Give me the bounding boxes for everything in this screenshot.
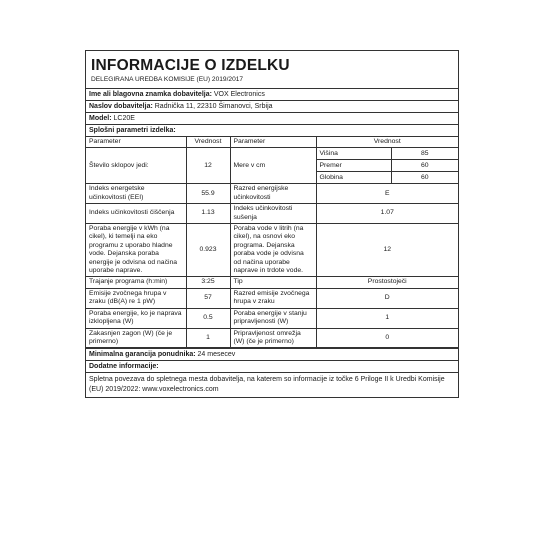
param-label: Zakasnjen zagon (W) (če je primerno) xyxy=(86,328,186,348)
param-label: Pripravljenost omrežja (W) (če je primerno) xyxy=(230,328,316,348)
param-label: Poraba energije, ko je naprava izklopljena (W) xyxy=(86,308,186,328)
dimensions-table xyxy=(317,148,459,183)
param-value: 1.07 xyxy=(316,204,458,224)
param-label: Poraba energije v kWh (na cikel), ki temelji na eko programu z uporabo hladne vode. Dejanska poraba energije je odvisna od načina uporabe naprave. xyxy=(86,224,186,277)
supplier-trademark-row xyxy=(86,89,458,101)
param-row-power-modes xyxy=(86,308,458,328)
param-value: 0.923 xyxy=(186,224,230,277)
param-value: 0 xyxy=(316,328,458,348)
params-section-row xyxy=(86,125,458,137)
param-value: 3:25 xyxy=(186,277,230,288)
param-row-noise xyxy=(86,288,458,308)
trademark-value: VOX Electronics xyxy=(213,91,265,98)
dimension-row xyxy=(317,160,459,172)
param-row-cleaning-drying xyxy=(86,204,458,224)
warranty-value: 24 mesecev xyxy=(197,351,236,359)
param-label: Indeks energetske učinkovitosti (EEI) xyxy=(86,184,186,204)
sheet-header xyxy=(86,51,458,89)
dimension-name: Premer xyxy=(317,160,392,172)
param-label: Mere v cm xyxy=(230,148,316,184)
dimension-value: 85 xyxy=(391,148,458,160)
model-value: LC20E xyxy=(113,115,135,122)
param-value: 12 xyxy=(186,148,230,184)
dimension-value: 60 xyxy=(420,173,429,181)
param-label: Poraba energije v stanju pripravljenosti (W) xyxy=(230,308,316,328)
params-table xyxy=(86,137,458,348)
param-row-delay-network xyxy=(86,328,458,348)
dimension-name: Globina xyxy=(317,172,392,184)
col-header-value-1: Vrednost xyxy=(186,137,230,148)
dimension-row xyxy=(317,148,459,160)
dimension-name: Višina xyxy=(317,148,392,160)
param-label: Razred energijske učinkovitosti xyxy=(230,184,316,204)
product-info-sheet xyxy=(85,50,459,398)
address-value: Radnička 11, 22310 Šimanovci, Srbija xyxy=(154,103,273,110)
col-header-param-2: Parameter xyxy=(230,137,316,148)
additional-info-row xyxy=(86,361,458,373)
supplier-address-row xyxy=(86,101,458,113)
param-label: Indeks učinkovitosti čiščenja xyxy=(86,204,186,224)
param-row-consumption xyxy=(86,224,458,277)
col-header-param-1: Parameter xyxy=(86,137,186,148)
warranty-row xyxy=(86,348,458,361)
trademark-label: Ime ali blagovna znamka dobavitelja: xyxy=(89,91,212,98)
additional-info-text: Spletna povezava do spletnega mesta dobavitelja, na katerem so informacije iz točke 6 Priloge II k Uredbi Komisije (EU) 2019/2022: www.voxelectronics.com xyxy=(89,376,445,394)
params-section-label: Splošni parametri izdelka: xyxy=(89,127,176,134)
param-value: 1 xyxy=(186,328,230,348)
param-value: 0.5 xyxy=(186,308,230,328)
param-label: Tip xyxy=(230,277,316,288)
param-label: Poraba vode v litrih (na cikel), na osnovi eko programa. Dejanska poraba vode je odvisna od načina uporabe naprave in trdote vode. xyxy=(230,224,316,277)
dimension-value: 60 xyxy=(391,160,458,172)
sheet-title: INFORMACIJE O IZDELKU xyxy=(91,57,290,74)
dimensions-cell xyxy=(316,148,458,184)
model-row xyxy=(86,113,458,125)
param-label: Trajanje programa (h:min) xyxy=(86,277,186,288)
param-label: Indeks učinkovitosti sušenja xyxy=(230,204,316,224)
model-label: Model: xyxy=(89,115,112,122)
additional-info-label: Dodatne informacije: xyxy=(89,363,159,371)
param-value: E xyxy=(316,184,458,204)
param-value: 1 xyxy=(316,308,458,328)
param-value: 55.9 xyxy=(186,184,230,204)
param-value: D xyxy=(316,288,458,308)
param-label: Emisije zvočnega hrupa v zraku (dB(A) re 1 pW) xyxy=(86,288,186,308)
param-value: 12 xyxy=(316,224,458,277)
param-label: Razred emisije zvočnega hrupa v zraku xyxy=(230,288,316,308)
param-value: 57 xyxy=(186,288,230,308)
col-header-value-2: Vrednost xyxy=(316,137,458,148)
param-row-place-settings xyxy=(86,148,458,184)
param-label: Število sklopov jedi: xyxy=(86,148,186,184)
address-label: Naslov dobavitelja: xyxy=(89,103,153,110)
param-value: 1.13 xyxy=(186,204,230,224)
param-row-energy-index xyxy=(86,184,458,204)
regulation-subtitle: DELEGIRANA UREDBA KOMISIJE (EU) 2019/2017 xyxy=(91,76,244,83)
dimension-row xyxy=(317,172,459,184)
param-value: Prostostoječi xyxy=(316,277,458,288)
warranty-label: Minimalna garancija ponudnika: xyxy=(89,351,196,359)
param-row-duration-type xyxy=(86,277,458,288)
params-header-row xyxy=(86,137,458,148)
